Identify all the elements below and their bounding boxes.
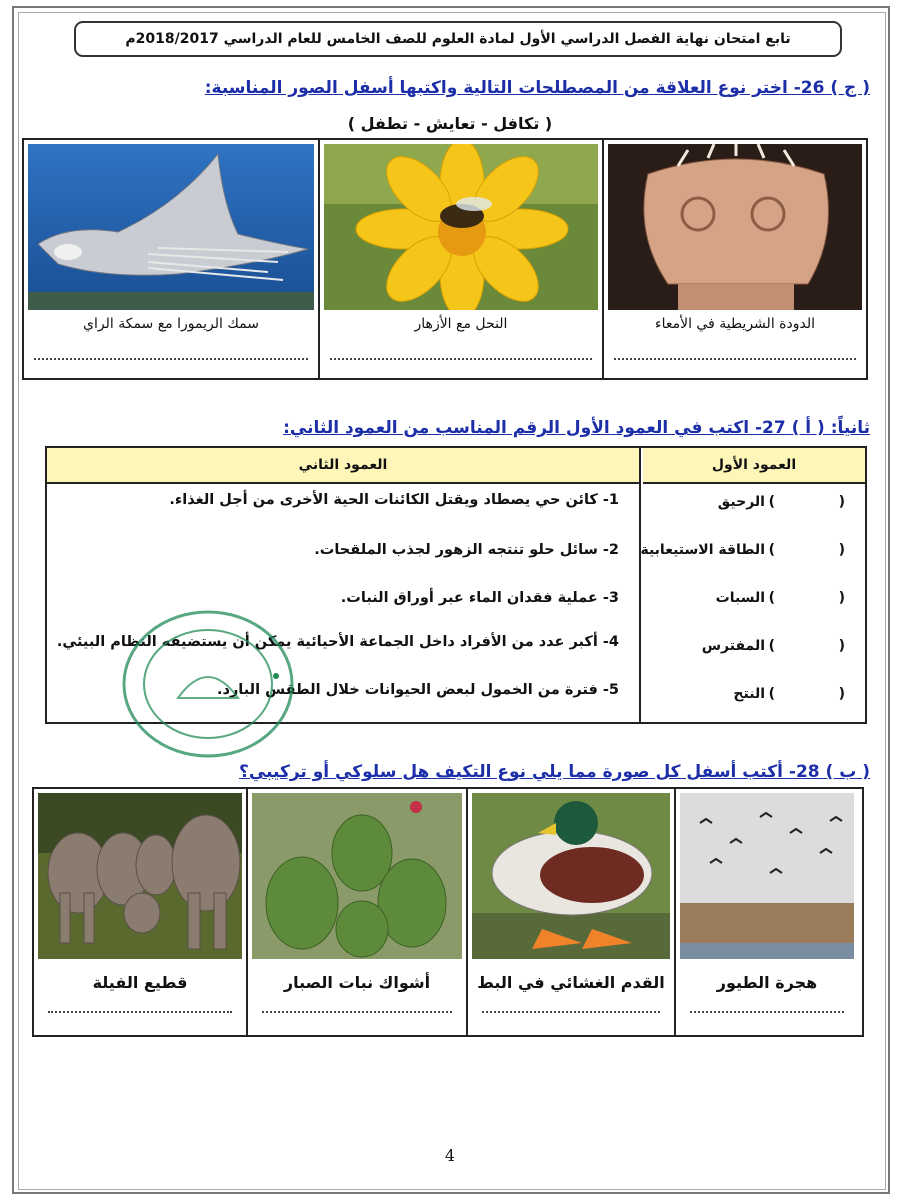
q26-terms: ( تكافل - تعايش - تطفل ): [347, 114, 553, 133]
manta-ray-image: [28, 144, 314, 310]
q28-caption-duck: القدم الغشائي في البط: [477, 973, 665, 992]
elephants-image: [38, 793, 242, 959]
tapeworm-image: [608, 144, 862, 310]
q26-image-table: [22, 138, 868, 380]
q28-caption-cactus: أشواك نبات الصبار: [283, 973, 431, 992]
q26-cell-manta: [24, 140, 318, 378]
q28-cell-duck: [466, 789, 674, 1035]
q26-title: ( ج ) 26- اختر نوع العلاقة من المصطلحات التالية واكتبها أسفل الصور المناسبة:: [204, 78, 870, 98]
q26-caption-tapeworm: الدودة الشريطية في الأمعاء: [654, 316, 815, 332]
cactus-image: [252, 793, 462, 959]
q26-caption-bee: النحل مع الأزهار: [414, 316, 508, 332]
q28-caption-birds: هجرة الطيور: [716, 973, 818, 992]
answer-line: [34, 358, 308, 360]
q26-cell-bee: [318, 140, 602, 378]
answer-line: [614, 358, 856, 360]
q28-cell-cactus: [246, 789, 466, 1035]
q28-cell-elephants: [34, 789, 246, 1035]
page-number: 4: [444, 1146, 456, 1165]
q28-image-table: [32, 787, 864, 1037]
duck-image: [472, 793, 670, 959]
column-one-header: العمود الأول: [643, 448, 865, 484]
answer-line: [482, 1011, 660, 1013]
bird-migration-image: [680, 793, 854, 959]
column-two-header: العمود الثاني: [47, 448, 641, 484]
answer-line: [690, 1011, 844, 1013]
q27-title: ثانياً: ( أ ) 27- اكتب في العمود الأول الرقم المناسب من العمود الثاني:: [283, 418, 870, 438]
q26-caption-manta: سمك الريمورا مع سمكة الراي: [83, 316, 259, 332]
exam-header: تابع امتحان نهاية الفصل الدراسي الأول لمادة العلوم للصف الخامس للعام الدراسي 2018/2017م: [74, 21, 842, 57]
answer-line: [262, 1011, 452, 1013]
q28-caption-elephants: قطيع الفيلة: [92, 973, 188, 992]
q28-title: ( ب ) 28- أكتب أسفل كل صورة مما يلي نوع التكيف هل سلوكي أو تركيبي؟: [239, 762, 870, 782]
q26-cell-tapeworm: [602, 140, 866, 378]
q28-cell-birds: [674, 789, 858, 1035]
answer-line: [48, 1011, 232, 1013]
q27-matching-table: العمود الأول العمود الثاني ( ) الرحيق ( ) الطاقة الاستيعابية ( ) السبات ( ) المفترس ( ) النتح 1- كائن حي يصطاد ويقتل الكائنات الحية الأخرى من أجل الغذاء. 2- سائل حلو تنتجه الزهور لجذب الملقحات. 3- عملية فقدان الماء عبر أوراق النبات. 4- أكبر عدد من الأفراد داخل الجماعة الأحيائية يمكن أن يستضيفه النظام البيئي. 5- فترة من الخمول لبعض الحيوانات خلال الطقس البارد.: [45, 446, 867, 724]
answer-line: [330, 358, 592, 360]
bee-flower-image: [324, 144, 598, 310]
